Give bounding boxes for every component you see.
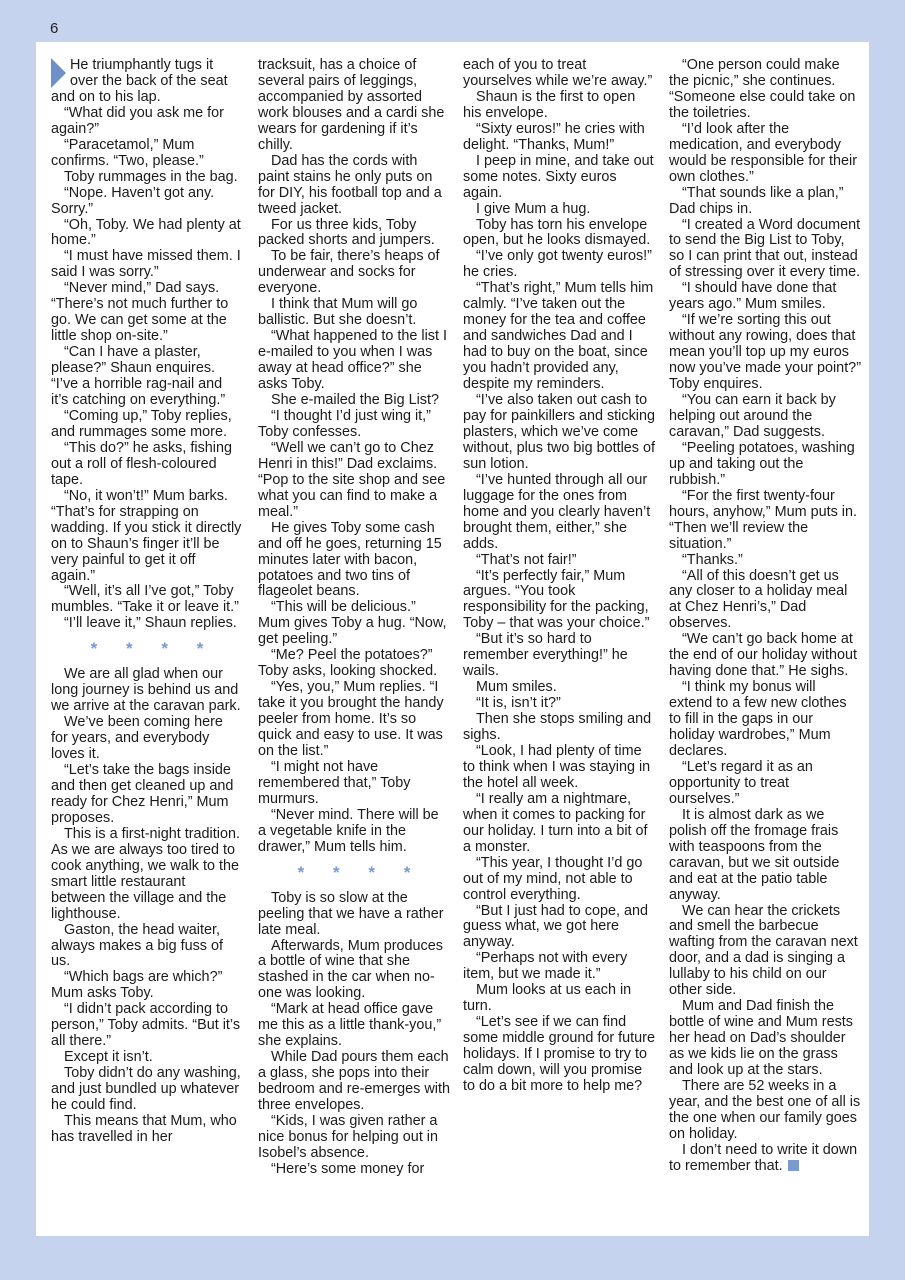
paragraph	[51, 106, 243, 138]
paragraph	[669, 122, 861, 186]
paragraph	[258, 218, 450, 250]
paragraph-text: “Look, I had plenty of time to think when I was staying in the hotel all week.	[463, 742, 651, 791]
paragraph-text: Gaston, the head waiter, always makes a big fuss of us.	[51, 921, 223, 970]
paragraph	[669, 489, 861, 553]
paragraph	[258, 249, 450, 297]
paragraph-text: “Me? Peel the potatoes?” Toby asks, looking shocked.	[258, 647, 438, 680]
paragraph-text: Toby didn’t do any washing, and just bundled up whatever he could find.	[51, 1065, 241, 1114]
paragraph	[463, 249, 655, 281]
end-of-story-square-icon	[788, 1160, 799, 1171]
paragraph-text: “I think my bonus will extend to a few new clothes to fill in the gaps in our holiday wardrobes,” Mum declares.	[669, 679, 847, 759]
paragraph	[51, 1002, 243, 1050]
paragraph-text: “What did you ask me for again?”	[51, 104, 224, 137]
text-column-1	[51, 58, 243, 1146]
paragraph	[463, 473, 655, 553]
paragraph	[463, 154, 655, 202]
paragraph	[258, 891, 450, 939]
paragraph	[463, 744, 655, 792]
paragraph-text: “I should have done that years ago.” Mum smiles.	[669, 280, 837, 313]
paragraph	[669, 999, 861, 1079]
paragraph-text: We can hear the crickets and smell the barbecue wafting from the caravan next door, and a dad is singing a lullaby to his child on our other side.	[669, 902, 858, 999]
paragraph-text: “I’ve only got twenty euros!” he cries.	[463, 248, 652, 281]
paragraph-text: We are all glad when our long journey is behind us and we arrive at the caravan park.	[51, 666, 241, 715]
paragraph-text: “Never mind,” Dad says. “There’s not much further to go. We can get some at the little shop on-site.”	[51, 280, 229, 345]
paragraph-text: “Which bags are which?” Mum asks Toby.	[51, 969, 223, 1002]
article-body	[36, 42, 869, 1236]
paragraph-text: “Let’s take the bags inside and then get cleaned up and ready for Chez Henri,” Mum proposes.	[51, 762, 234, 826]
paragraph	[258, 760, 450, 808]
paragraph-text: “I really am a nightmare, when it comes to packing for our holiday. I turn into a bit of a monster.	[463, 790, 648, 855]
paragraph-text: “I created a Word document to send the Big List to Toby, so I can print that out, instead of stressing over it every time.	[669, 216, 861, 281]
paragraph-text: “It is, isn’t it?”	[476, 695, 561, 712]
paragraph	[669, 281, 861, 313]
paragraph	[51, 345, 243, 409]
paragraph	[51, 186, 243, 218]
paragraph	[463, 856, 655, 904]
paragraph	[463, 904, 655, 952]
paragraph-text: She e-mailed the Big List?	[271, 392, 439, 409]
paragraph	[258, 939, 450, 1003]
paragraph	[669, 1143, 861, 1175]
paragraph-text: “I’ll leave it,” Shaun replies.	[64, 615, 237, 632]
paragraph-text: I peep in mine, and take out some notes. Sixty euros again.	[463, 152, 654, 201]
paragraph	[463, 983, 655, 1015]
paragraph	[463, 569, 655, 633]
paragraph-text: Afterwards, Mum produces a bottle of wine that she stashed in the car when no-one was looking.	[258, 937, 443, 1002]
paragraph-text: “Perhaps not with every item, but we made it.”	[463, 950, 628, 983]
paragraph	[258, 441, 450, 521]
paragraph-text: Then she stops smiling and sighs.	[463, 711, 652, 744]
paragraph	[258, 329, 450, 393]
paragraph	[51, 970, 243, 1002]
paragraph-text: “For the first twenty-four hours, anyhow,” Mum puts in. “Then we’ll review the situation.”	[669, 487, 857, 552]
paragraph	[258, 393, 450, 409]
section-break-stars: * * * *	[90, 639, 216, 659]
text-column-3	[463, 58, 655, 1095]
paragraph-text: “What happened to the list I e-mailed to you when I was away at head office?” she asks Toby.	[258, 328, 447, 393]
paragraph	[463, 632, 655, 680]
paragraph-text: Toby has torn his envelope open, but he looks dismayed.	[463, 216, 651, 249]
story-start-triangle-icon	[51, 58, 66, 88]
paragraph-text: He gives Toby some cash and off he goes, returning 15 minutes later with bacon, potatoes and two tins of flageolet beans.	[258, 519, 442, 600]
paragraph-text: Mum smiles.	[476, 679, 557, 696]
paragraph	[258, 1002, 450, 1050]
paragraph	[51, 58, 243, 106]
paragraph	[51, 763, 243, 827]
section-break-stars: * * * *	[297, 862, 423, 882]
paragraph	[463, 281, 655, 393]
paragraph	[51, 441, 243, 489]
paragraph	[258, 154, 450, 218]
paragraph-text: tracksuit, has a choice of several pairs of leggings, accompanied by assorted work blouses and a cardi she wears for gardening if it’s chilly.	[258, 57, 445, 153]
paragraph-text: “Sixty euros!” he cries with delight. “Thanks, Mum!”	[463, 120, 645, 153]
paragraph	[669, 393, 861, 441]
paragraph	[258, 648, 450, 680]
paragraph-text: While Dad pours them each a glass, she pops into their bedroom and re-emerges with three envelopes.	[258, 1049, 450, 1114]
paragraph	[51, 489, 243, 585]
paragraph-text: Shaun is the first to open his envelope.	[463, 88, 636, 121]
paragraph-text: I think that Mum will go ballistic. But she doesn’t.	[258, 296, 418, 329]
paragraph-text: “One person could make the picnic,” she continues. “Someone else could take on the toiletries.	[669, 57, 856, 121]
paragraph-text: He triumphantly tugs it over the back of the seat and on to his lap.	[51, 57, 228, 105]
paragraph-text: “Paracetamol,” Mum confirms. “Two, please.”	[51, 136, 204, 169]
paragraph	[51, 218, 243, 250]
paragraph-text: “I must have missed them. I said I was sorry.”	[51, 248, 241, 281]
paragraph	[51, 409, 243, 441]
paragraph	[51, 1066, 243, 1114]
paragraph	[463, 122, 655, 154]
paragraph-text: There are 52 weeks in a year, and the best one of all is the one when our family goes on holiday.	[669, 1078, 861, 1142]
paragraph	[51, 584, 243, 616]
paragraph	[669, 904, 861, 1000]
paragraph-text: “Oh, Toby. We had plenty at home.”	[51, 216, 241, 249]
paragraph	[51, 249, 243, 281]
paragraph	[51, 170, 243, 186]
paragraph	[258, 808, 450, 856]
paragraph-text: “I didn’t pack according to person,” Toby admits. “But it’s all there.”	[51, 1001, 241, 1050]
paragraph	[669, 1079, 861, 1143]
paragraph	[463, 696, 655, 712]
paragraph-text: “Nope. Haven’t got any. Sorry.”	[51, 184, 215, 217]
paragraph-text: each of you to treat yourselves while we’re away.”	[463, 57, 653, 89]
text-column-2	[258, 58, 450, 1178]
paragraph-text: Toby is so slow at the peeling that we have a rather late meal.	[258, 889, 444, 938]
paragraph-text: For us three kids, Toby packed shorts and jumpers.	[258, 216, 435, 249]
paragraph-text: “Can I have a plaster, please?” Shaun enquires. “I’ve a horrible rag-nail and it’s catching on everything.”	[51, 344, 226, 409]
paragraph-text: Dad has the cords with paint stains he only puts on for DIY, his football top and a tweed jacket.	[258, 152, 442, 217]
paragraph	[258, 1162, 450, 1178]
paragraph	[463, 393, 655, 473]
paragraph-text: “But I just had to cope, and guess what, we got here anyway.	[463, 902, 648, 951]
paragraph	[51, 1050, 243, 1066]
paragraph	[669, 569, 861, 633]
paragraph	[51, 138, 243, 170]
paragraph-text: We’ve been coming here for years, and everybody loves it.	[51, 714, 223, 763]
paragraph-text: “All of this doesn’t get us any closer to a holiday meal at Chez Henri’s,” Dad observes.	[669, 567, 848, 632]
paragraph-text: “Coming up,” Toby replies, and rummages some more.	[51, 407, 232, 440]
paragraph	[258, 600, 450, 648]
paragraph-text: “Let’s regard it as an opportunity to treat ourselves.”	[669, 758, 813, 807]
paragraph-text: “I’d look after the medication, and everybody would be responsible for their own clothes.”	[669, 120, 857, 185]
paragraph	[463, 792, 655, 856]
paragraph-text: “This do?” he asks, fishing out a roll of flesh-coloured tape.	[51, 439, 232, 488]
paragraph-text: “Never mind. There will be a vegetable knife in the drawer,” Mum tells him.	[258, 806, 439, 855]
paragraph	[463, 553, 655, 569]
paragraph-text: “I’ve hunted through all our luggage for the ones from home and you clearly haven’t brought them, either,” she adds.	[463, 471, 651, 552]
paragraph-text: Mum looks at us each in turn.	[463, 982, 632, 1015]
paragraph-text: “This will be delicious.” Mum gives Toby a hug. “Now, get peeling.”	[258, 599, 447, 648]
paragraph	[463, 202, 655, 218]
paragraph-text: Mum and Dad finish the bottle of wine and Mum rests her head on Dad’s shoulder as we kids lie on the grass and look up at the stars.	[669, 998, 853, 1079]
paragraph	[51, 715, 243, 763]
paragraph	[669, 760, 861, 808]
paragraph	[669, 186, 861, 218]
paragraph	[669, 680, 861, 760]
paragraph	[463, 951, 655, 983]
paragraph	[463, 680, 655, 696]
paragraph-text: “You can earn it back by helping out around the caravan,” Dad suggests.	[669, 392, 836, 440]
paragraph-text: “This year, I thought I’d go out of my mind, not able to control everything.	[463, 854, 643, 903]
paragraph-text: “Well we can’t go to Chez Henri in this!” Dad exclaims. “Pop to the site shop and see what you can find to make a meal.”	[258, 439, 446, 520]
paragraph-text: “If we’re sorting this out without any rowing, does that mean you’ll top up my euros now you’ve made your point?” Toby enquires.	[669, 312, 861, 393]
paragraph	[258, 521, 450, 601]
paragraph	[669, 441, 861, 489]
paragraph	[258, 297, 450, 329]
text-column-4	[669, 58, 861, 1175]
paragraph	[51, 827, 243, 923]
paragraph-text: “Yes, you,” Mum replies. “I take it you brought the handy peeler from home. It’s so quick and easy to use. It was on the list.”	[258, 679, 444, 759]
paragraph	[669, 808, 861, 904]
paragraph	[51, 923, 243, 971]
paragraph-text: “We can’t go back home at the end of our holiday without having done that.” He sighs.	[669, 631, 858, 680]
paragraph-text: “Kids, I was given rather a nice bonus for helping out in Isobel’s absence.	[258, 1113, 439, 1161]
paragraph-text: “It’s perfectly fair,” Mum argues. “You took responsibility for the packing, Toby – that was your choice.”	[463, 567, 650, 632]
paragraph-text: “But it’s so hard to remember everything!” he wails.	[463, 631, 628, 680]
paragraph-text: “Peeling potatoes, washing up and taking out the rubbish.”	[669, 439, 855, 488]
paragraph-text: “I’ve also taken out cash to pay for painkillers and sticking plasters, which we’ve come without, plus two big bottles of sun lotion.	[463, 392, 655, 472]
paragraph-text: “That’s right,” Mum tells him calmly. “I’ve taken out the money for the tea and coffee and sandwiches Dad and I had to buy on the boat, since you hadn’t provided any, despite my reminders.	[463, 280, 654, 393]
paragraph	[258, 58, 450, 154]
paragraph-text: To be fair, there’s heaps of underwear and socks for everyone.	[258, 248, 440, 297]
paragraph-text: Except it isn’t.	[64, 1049, 153, 1066]
paragraph	[669, 58, 861, 122]
paragraph-text: “That’s not fair!”	[476, 551, 577, 568]
paragraph-text: “Well, it’s all I’ve got,” Toby mumbles. “Take it or leave it.”	[51, 583, 239, 616]
paragraph	[51, 281, 243, 345]
paragraph	[463, 1015, 655, 1095]
paragraph-text: It is almost dark as we polish off the fromage frais with teaspoons from the caravan, but we sit outside and eat at the patio table anyway.	[669, 806, 840, 903]
paragraph-text: This means that Mum, who has travelled in her	[51, 1113, 237, 1145]
paragraph	[258, 409, 450, 441]
paragraph	[669, 218, 861, 282]
paragraph	[463, 58, 655, 90]
paragraph	[258, 680, 450, 760]
paragraph-text: I give Mum a hug.	[476, 200, 591, 217]
paragraph-text: “Thanks.”	[682, 551, 743, 568]
paragraph	[463, 90, 655, 122]
paragraph	[463, 712, 655, 744]
paragraph	[258, 1050, 450, 1114]
paragraph	[258, 1114, 450, 1162]
paragraph	[51, 667, 243, 715]
paragraph	[669, 553, 861, 569]
paragraph	[669, 313, 861, 393]
paragraph-text: This is a first-night tradition. As we are always too tired to cook anything, we walk to the smart little restaurant between the village and the lighthouse.	[51, 825, 240, 922]
page-number: 6	[50, 20, 59, 37]
paragraph	[669, 632, 861, 680]
paragraph-text: I don’t need to write it down to remember that.	[669, 1141, 858, 1174]
paragraph-text: “I thought I’d just wing it,” Toby confesses.	[258, 407, 431, 440]
paragraph-text: “I might not have remembered that,” Toby murmurs.	[258, 758, 411, 807]
paragraph-text: “That sounds like a plan,” Dad chips in.	[669, 184, 844, 217]
paragraph	[51, 1114, 243, 1146]
paragraph-text: “Mark at head office gave me this as a little thank-you,” she explains.	[258, 1001, 442, 1050]
paragraph-text: “Here’s some money for	[271, 1160, 425, 1177]
paragraph	[463, 218, 655, 250]
paragraph-text: “Let’s see if we can find some middle ground for future holidays. If I promise to try to calm down, will you promise to do a bit more to help me?	[463, 1014, 655, 1094]
paragraph	[51, 616, 243, 632]
paragraph-text: Toby rummages in the bag.	[64, 168, 238, 185]
paragraph-text: “No, it won’t!” Mum barks. “That’s for strapping on wadding. If you stick it directly on to Shaun’s finger it’ll be very painful to get it off again.”	[51, 487, 242, 584]
